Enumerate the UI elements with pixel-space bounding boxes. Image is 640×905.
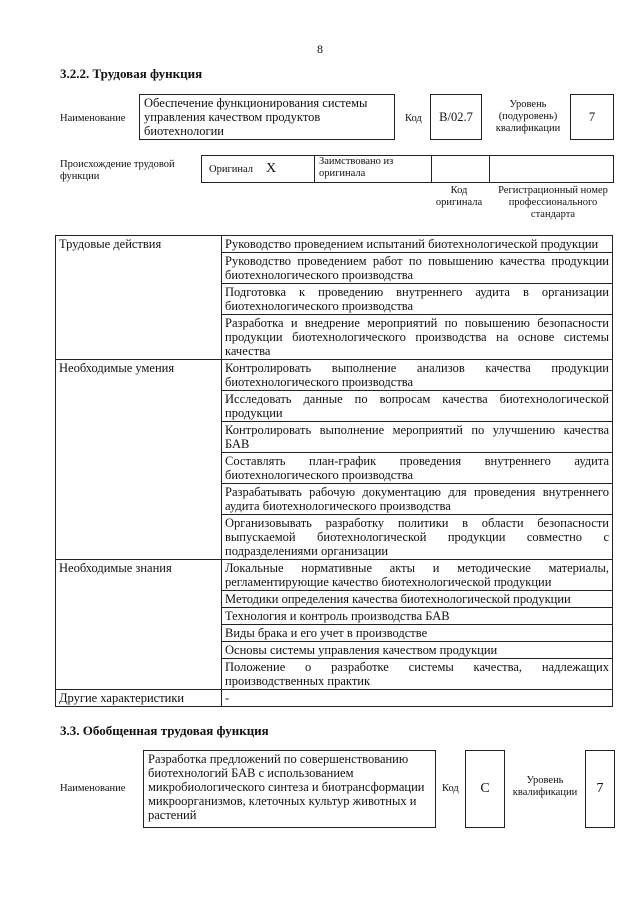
code-value-box	[430, 94, 482, 140]
name-label: Наименование	[60, 113, 126, 124]
level-value-box-33	[585, 750, 615, 828]
table-cell: Подготовка к проведению внутреннего аудита в организации биотехнологического производства	[222, 284, 613, 315]
table-cell: Организовывать разработку политики в области безопасности выпускаемой биотехнологической продукции совместно с подразделениями организации	[222, 515, 613, 560]
original-mark: X	[266, 161, 277, 176]
section-33-title: 3.3. Обобщенная трудовая функция	[60, 723, 269, 738]
labor-function-table	[55, 235, 613, 707]
generalized-function-name-value: Разработка предложений по совершенствованию биотехнологий БАВ с использованием микробиологического синтеза и биотрансформации микроорганизмов, клеточных культур животных и растений	[148, 752, 425, 822]
code-original-label: Код оригинала	[435, 185, 483, 208]
table-row	[56, 560, 613, 591]
level-label-33: Уровень квалификации	[512, 775, 578, 798]
function-name-box	[139, 94, 395, 140]
code-original-cell	[431, 156, 490, 182]
table-cell: Руководство проведением работ по повышению качества продукции биотехнологического производства	[222, 253, 613, 284]
code-label: Код	[405, 113, 422, 124]
code-label-33: Код	[442, 783, 459, 794]
section-322-title: 3.2.2. Трудовая функция	[60, 66, 203, 81]
category-cell: Трудовые действия	[56, 236, 222, 360]
reg-number-label: Регистрационный номер профессионального стандарта	[498, 185, 608, 220]
category-cell: Другие характеристики	[56, 690, 222, 707]
code-value: B/02.7	[439, 110, 473, 124]
table-cell: Контролировать выполнение мероприятий по улучшению качества БАВ	[222, 422, 613, 453]
table-cell: Положение о разработке системы качества, надлежащих производственных практик	[222, 659, 613, 690]
code-value-box-33	[465, 750, 505, 828]
original-label: Оригинал	[209, 164, 253, 175]
table-cell: -	[222, 690, 613, 707]
origin-label: Происхождение трудовой функции	[60, 159, 175, 182]
level-value-box	[570, 94, 614, 140]
table-cell: Методики определения качества биотехнологической продукции	[222, 591, 613, 608]
borrowed-label: Заимствовано из оригинала	[319, 156, 394, 179]
page-number: 8	[317, 42, 323, 56]
table-cell: Технология и контроль производства БАВ	[222, 608, 613, 625]
table-row	[56, 236, 613, 253]
name-label-33: Наименование	[60, 783, 126, 794]
table-row	[56, 360, 613, 391]
table-row	[56, 690, 613, 707]
category-cell: Необходимые знания	[56, 560, 222, 690]
level-value-33: 7	[596, 781, 604, 796]
table-cell: Виды брака и его учет в производстве	[222, 625, 613, 642]
level-value: 7	[588, 110, 596, 124]
category-cell: Необходимые умения	[56, 360, 222, 560]
table-cell: Исследовать данные по вопросам качества биотехнологической продукции	[222, 391, 613, 422]
table-cell: Контролировать выполнение анализов качества продукции биотехнологического производства	[222, 360, 613, 391]
table-cell: Руководство проведением испытаний биотехнологической продукции	[222, 236, 613, 253]
level-label: Уровень (подуровень) квалификации	[495, 99, 561, 134]
original-cell	[202, 156, 315, 182]
table-cell: Основы системы управления качеством продукции	[222, 642, 613, 659]
function-name-value: Обеспечение функционирования системы управления качеством продуктов биотехнологии	[144, 96, 368, 138]
generalized-function-name-box	[143, 750, 436, 828]
table-cell: Разрабатывать рабочую документацию для проведения внутреннего аудита биотехнологического производства	[222, 484, 613, 515]
table-cell: Разработка и внедрение мероприятий по повышению безопасности продукции биотехнологического производства на основе системы качества	[222, 315, 613, 360]
code-value-33: C	[480, 781, 490, 796]
table-cell: Локальные нормативные акты и методические материалы, регламентирующие качество биотехнологической продукции	[222, 560, 613, 591]
origin-table	[201, 155, 614, 183]
table-cell: Составлять план-график проведения внутреннего аудита биотехнологического производства	[222, 453, 613, 484]
